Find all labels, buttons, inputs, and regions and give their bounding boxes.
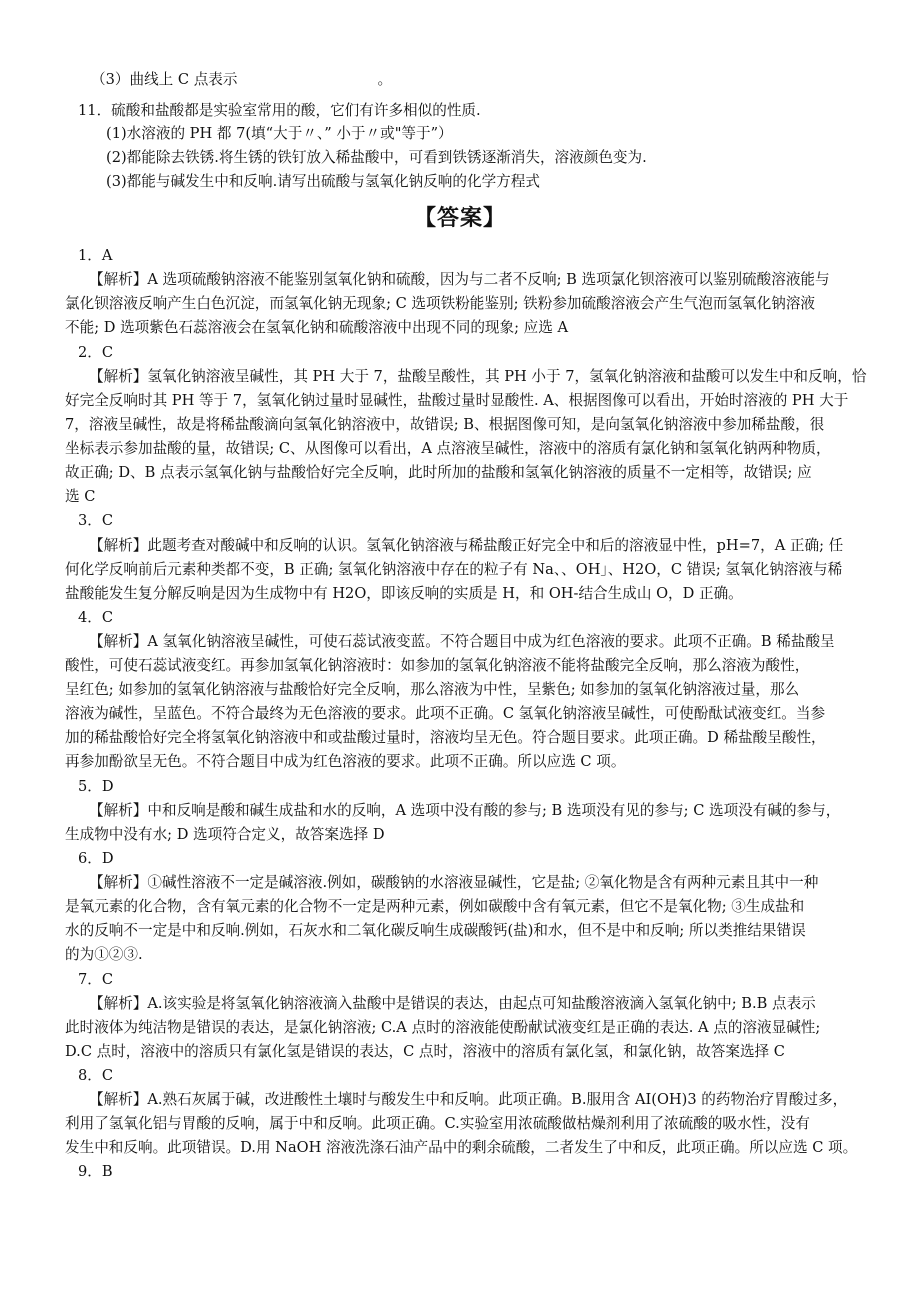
answer-number: 3．C: [78, 512, 114, 529]
answer-number: 8．C: [78, 1067, 114, 1084]
answer-number: 7．C: [78, 971, 114, 988]
question-11-part-2: (2)都能除去铁锈.将生锈的铁钉放入稀盐酸中，可看到铁锈逐渐消失，溶液颜色变为.: [106, 149, 647, 166]
q10-3-suffix: 。: [377, 71, 393, 88]
answer-number: 9．B: [78, 1163, 113, 1180]
explanation-line: 的为①②③.: [65, 946, 143, 963]
explanation-line: 再参加酚欲呈无色。不符合题目中成为红色溶液的要求。此项不正确。所以应选 C 项。: [65, 753, 626, 770]
explanation-line: 坐标表示参加盐酸的量，故错误; C、从图像可以看出，A 点溶液呈碱性，溶液中的溶质有氯化钠和氢氧化钠两种物质，: [65, 440, 831, 457]
question-11-stem: 11．硫酸和盐酸都是实验室常用的酸，它们有许多相似的性质.: [78, 102, 481, 119]
answers-heading: 【答案】: [413, 206, 506, 231]
explanation-line: 溶液为碱性，呈蓝色。不符合最终为无色溶液的要求。此项不正确。C 氢氧化钠溶液呈碱性，可使酚酞试液变红。当参: [65, 705, 826, 722]
explanation-line: 【解析】A.该实验是将氢氧化钠溶液滴入盐酸中是错误的表达，由起点可知盐酸溶液滴入氢氧化钠中; B.B 点表示: [89, 995, 816, 1012]
explanation-line: 水的反响不一定是中和反响.例如，石灰水和二氧化碳反响生成碳酸钙(盐)和水，但不是中和反响; 所以类推结果错误: [65, 922, 806, 939]
explanation-line: 不能; D 选项紫色石蕊溶液会在氢氧化钠和硫酸溶液中出现不同的现象; 应选 A: [65, 319, 569, 336]
answer-number: 1．A: [78, 247, 113, 264]
answer-number: 6．D: [78, 850, 114, 867]
explanation-line: 呈红色; 如参加的氢氧化钠溶液与盐酸恰好完全反响，那么溶液为中性，呈紫色; 如参加的氢氧化钠溶液过量，那么: [65, 681, 800, 698]
explanation-line: 【解析】A.熟石灰属于碱，改进酸性土壤时与酸发生中和反响。此项正确。B.服用含 AI(OH)3 的药物治疗胃酸过多，: [89, 1091, 848, 1108]
explanation-line: 利用了氢氧化铝与胃酸的反响，属于中和反响。此项正确。C.实验室用浓硫酸做枯燥剂利用了浓硫酸的吸水性，没有: [65, 1115, 810, 1132]
answer-number: 2．C: [78, 344, 114, 361]
explanation-line: 选 C: [65, 488, 96, 505]
explanation-line: 生成物中没有水; D 选项符合定义，故答案选择 D: [65, 826, 385, 843]
explanation-line: 7，溶液呈碱性，故是将稀盐酸滴向氢氧化钠溶液中，故错误; B、根据图像可知，是向氢氧化钠溶液中参加稀盐酸，很: [65, 416, 825, 433]
explanation-line: 加的稀盐酸恰好完全将氢氧化钠溶液中和或盐酸过量时，溶液均呈无色。符合题目要求。此项正确。D 稀盐酸呈酸性，: [65, 729, 826, 746]
question-11-part-3: (3)都能与碱发生中和反响.请写出硫酸与氢氧化钠反响的化学方程式: [106, 173, 540, 190]
explanation-line: 是氧元素的化合物，含有氧元素的化合物不一定是两种元素，例如碳酸中含有氧元素，但它不是氧化物; ③生成盐和: [65, 898, 805, 915]
explanation-line: 【解析】A 氢氧化钠溶液呈碱性，可使石蕊试液变蓝。不符合题目中成为红色溶液的要求。此项不正确。B 稀盐酸呈: [89, 633, 835, 650]
answer-number: 5．D: [78, 778, 114, 795]
question-10-part-3: [91, 70, 392, 90]
explanation-line: 【解析】A 选项硫酸钠溶液不能鉴别氢氧化钠和硫酸，因为与二者不反响; B 选项氯化钡溶液可以鉴别硫酸溶液能与: [89, 271, 830, 288]
explanation-line: 盐酸能发生复分解反响是因为生成物中有 H2O，即该反响的实质是 H，和 OH-结合生成山 O，D 正确。: [65, 585, 743, 602]
answer-number: 4．C: [78, 609, 114, 626]
explanation-line: 酸性，可使石蕊试液变红。再参加氢氧化钠溶液时：如参加的氢氧化钠溶液不能将盐酸完全反响，那么溶液为酸性，: [65, 657, 810, 674]
q10-3-text: （3）曲线上 C 点表示: [91, 71, 238, 88]
explanation-line: 【解析】氢氧化钠溶液呈碱性，其 PH 大于 7，盐酸呈酸性，其 PH 小于 7，氢氧化钠溶液和盐酸可以发生中和反响，恰: [89, 368, 867, 385]
explanation-line: 发生中和反响。此项错误。D.用 NaOH 溶液洗涤石油产品中的剩余硫酸，二者发生了中和反，此项正确。所以应选 C 项。: [65, 1139, 858, 1156]
explanation-line: 好完全反响时其 PH 等于 7，氢氧化钠过量时显碱性，盐酸过量时显酸性. A、根据图像可以看出，开始时溶液的 PH 大于: [65, 392, 849, 409]
question-11-part-1: (1)水溶液的 PH 都 7(填“大于〃、” 小于〃或"等于”）: [106, 125, 453, 142]
explanation-line: 【解析】此题考查对酸碱中和反响的认识。氢氧化钠溶液与稀盐酸正好完全中和后的溶液显中性，pH=7，A 正确; 任: [89, 537, 844, 554]
explanation-line: 此时液体为纯洁物是错误的表达，是氯化钠溶液; C.A 点时的溶液能使酚献试液变红是正确的表达. A 点的溶液显碱性;: [65, 1019, 821, 1036]
explanation-line: 故正确; D、B 点表示氢氧化钠与盐酸恰好完全反响，此时所加的盐酸和氢氧化钠溶液的质量不一定相等，故错误; 应: [65, 464, 812, 481]
explanation-line: 何化学反响前后元素种类都不变，B 正确; 氢氧化钠溶液中存在的粒子有 Na、、OH」、H2O，C 错误; 氢氧化钠溶液与稀: [65, 561, 843, 578]
explanation-line: 氯化钡溶液反响产生白色沉淀，而氢氧化钠无现象; C 选项铁粉能鉴别; 铁粉参加硫酸溶液会产生气泡而氢氧化钠溶液: [65, 295, 816, 312]
explanation-line: 【解析】①碱性溶液不一定是碱溶液.例如，碳酸钠的水溶液显碱性，它是盐; ②氧化物是含有两种元素且其中一种: [89, 874, 819, 891]
explanation-line: D.C 点时，溶液中的溶质只有氯化氢是错误的表达，C 点时，溶液中的溶质有氯化氢，和氯化钠，故答案选择 C: [65, 1043, 785, 1060]
explanation-line: 【解析】中和反响是酸和碱生成盐和水的反响，A 选项中没有酸的参与; B 选项没有见的参与; C 选项没有碱的参与，: [89, 802, 841, 819]
